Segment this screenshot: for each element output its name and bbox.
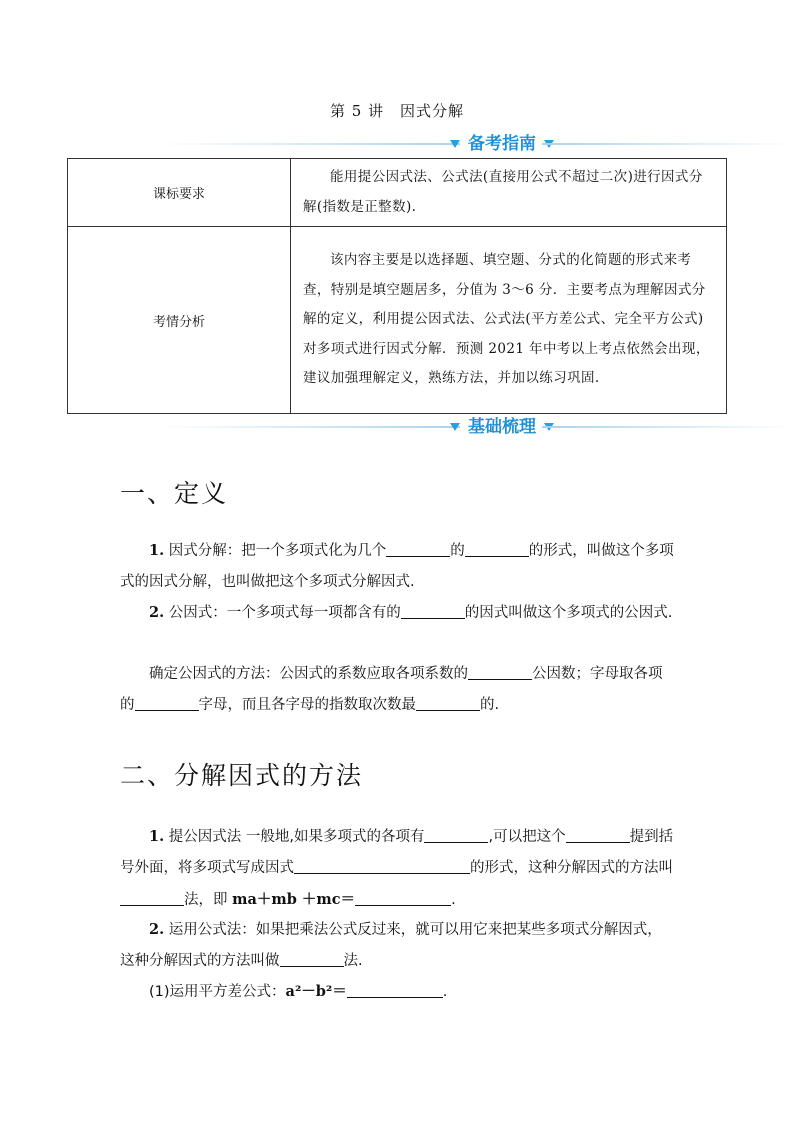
fill-blank[interactable]: [468, 664, 532, 680]
fill-blank[interactable]: [465, 541, 529, 557]
banner-title: 备考指南: [468, 134, 536, 154]
exam-guide-table: [67, 158, 727, 414]
fill-blank[interactable]: [294, 858, 470, 874]
row-content: 能用提公因式法、公式法(直接用公式不超过二次)进行因式分解(指数是正整数).: [291, 159, 727, 227]
row-content: 该内容主要是以选择题、填空题、分式的化简题的形式来考查，特别是填空题居多，分值为 3～6 分．主要考点为理解因式分解的定义，利用提公因式法、公式法(平方差公式、完全平方公式)对多项式进行因式分解．预测 2021 年中考以上考点依然会出现，建议加强理解定义，熟练方法，并加以练习巩固.: [291, 227, 727, 414]
banner-guide: [60, 132, 794, 156]
fill-blank[interactable]: [424, 827, 488, 843]
chevron-left-icon: [448, 420, 462, 434]
section-heading-methods: 二、分解因式的方法: [120, 761, 364, 790]
fill-blank[interactable]: [355, 890, 451, 906]
fill-blank[interactable]: [401, 603, 465, 619]
fill-blank[interactable]: [280, 951, 344, 967]
row-label: 课标要求: [68, 159, 291, 227]
paragraph-difference-of-squares: (1)运用平方差公式：a²－b²＝ .: [149, 983, 448, 1000]
fill-blank[interactable]: [566, 827, 630, 843]
fill-blank[interactable]: [120, 890, 184, 906]
banner-title: 基础梳理: [468, 417, 536, 437]
fill-blank[interactable]: [416, 695, 480, 711]
formula: ma＋mb ＋mc＝: [232, 891, 356, 908]
formula: a²－b²＝: [285, 983, 347, 1000]
banner-line-left: [160, 143, 460, 145]
paragraph-common-factor: 2. 公因式：一个多项式每一项都含有的 的因式叫做这个多项式的公因式.: [149, 604, 673, 621]
table-row: [68, 227, 727, 414]
banner-line-right: [542, 426, 794, 428]
fill-blank[interactable]: [135, 695, 199, 711]
banner-line-left: [160, 426, 460, 428]
table-row: [68, 159, 727, 227]
paragraph-extract-common-factor: 1. 提公因式法 一般地,如果多项式的各项有 ,可以把这个 提到括号外面，将多项式写成因式 的形式，这种分解因式的方法叫法，即 ma＋mb ＋mc＝ .: [120, 828, 674, 908]
section-heading-definition: 一、定义: [120, 479, 229, 508]
page-title: 第 5 讲 因式分解: [329, 102, 465, 120]
paragraph-formula-method: 2. 运用公式法：如果把乘法公式反过来，就可以用它来把某些多项式分解因式，这种分解因式的方法叫做 法.: [120, 921, 662, 969]
fill-blank[interactable]: [347, 982, 443, 998]
row-label: 考情分析: [68, 227, 291, 414]
banner-line-right: [542, 143, 794, 145]
chevron-left-icon: [448, 137, 462, 151]
fill-blank[interactable]: [386, 541, 450, 557]
paragraph-common-factor-method: 确定公因式的方法：公因式的系数应取各项系数的 公因数；字母取各项的 字母，而且各字母的指数取次数最 的.: [120, 659, 676, 721]
paragraph-factorization-definition: 1. 因式分解：把一个多项式化为几个 的 的形式，叫做这个多项式的因式分解，也叫做把这个多项式分解因式.: [120, 542, 674, 590]
banner-basics: [60, 415, 794, 439]
